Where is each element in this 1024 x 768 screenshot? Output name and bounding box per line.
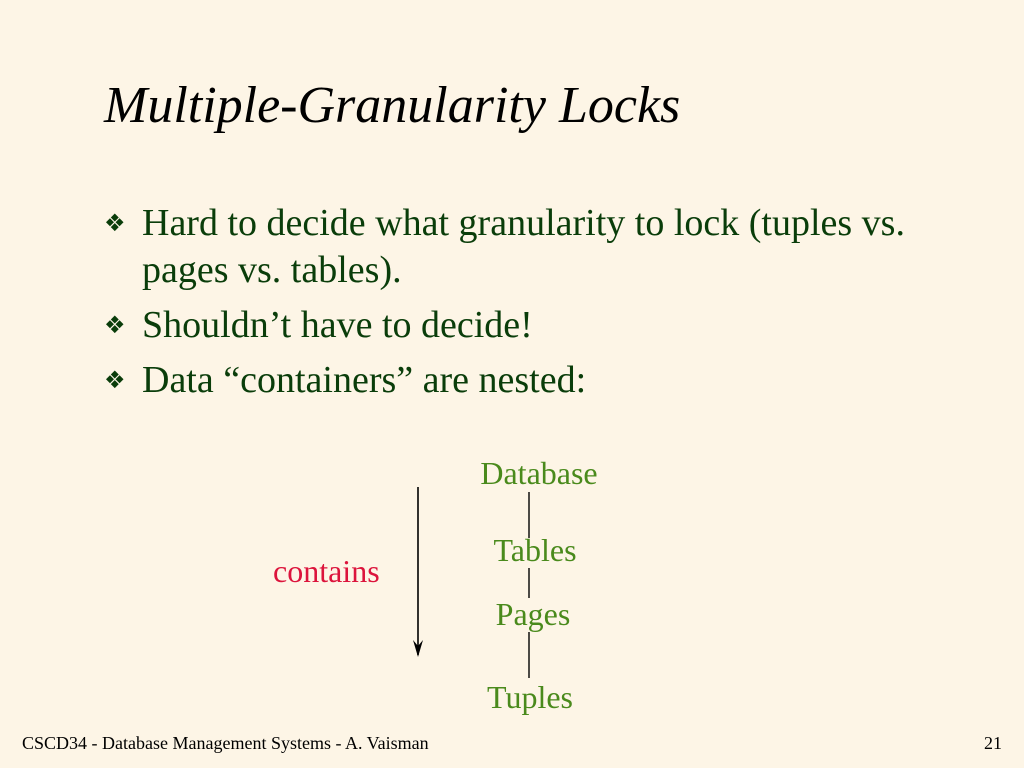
contains-label: contains bbox=[273, 553, 380, 589]
bullet-text: Shouldn’t have to decide! bbox=[142, 304, 533, 346]
diamond-bullet-icon: ❖ bbox=[104, 209, 126, 237]
diamond-bullet-icon: ❖ bbox=[104, 311, 126, 339]
level-tables: Tables bbox=[493, 532, 577, 568]
level-tuples: Tuples bbox=[487, 679, 573, 715]
footer-page-number: 21 bbox=[984, 733, 1002, 753]
bullet-text: Data “containers” are nested: bbox=[142, 359, 587, 401]
level-pages: Pages bbox=[495, 596, 571, 632]
slide-title: Multiple-Granularity Locks bbox=[104, 77, 681, 134]
level-database: Database bbox=[480, 455, 598, 491]
diamond-bullet-icon: ❖ bbox=[104, 366, 126, 394]
bullet-text: Hard to decide what granularity to lock (tuples vs. pages vs. tables). bbox=[142, 202, 905, 291]
footer-course: CSCD34 - Database Management Systems - A. Vaisman bbox=[22, 733, 429, 753]
